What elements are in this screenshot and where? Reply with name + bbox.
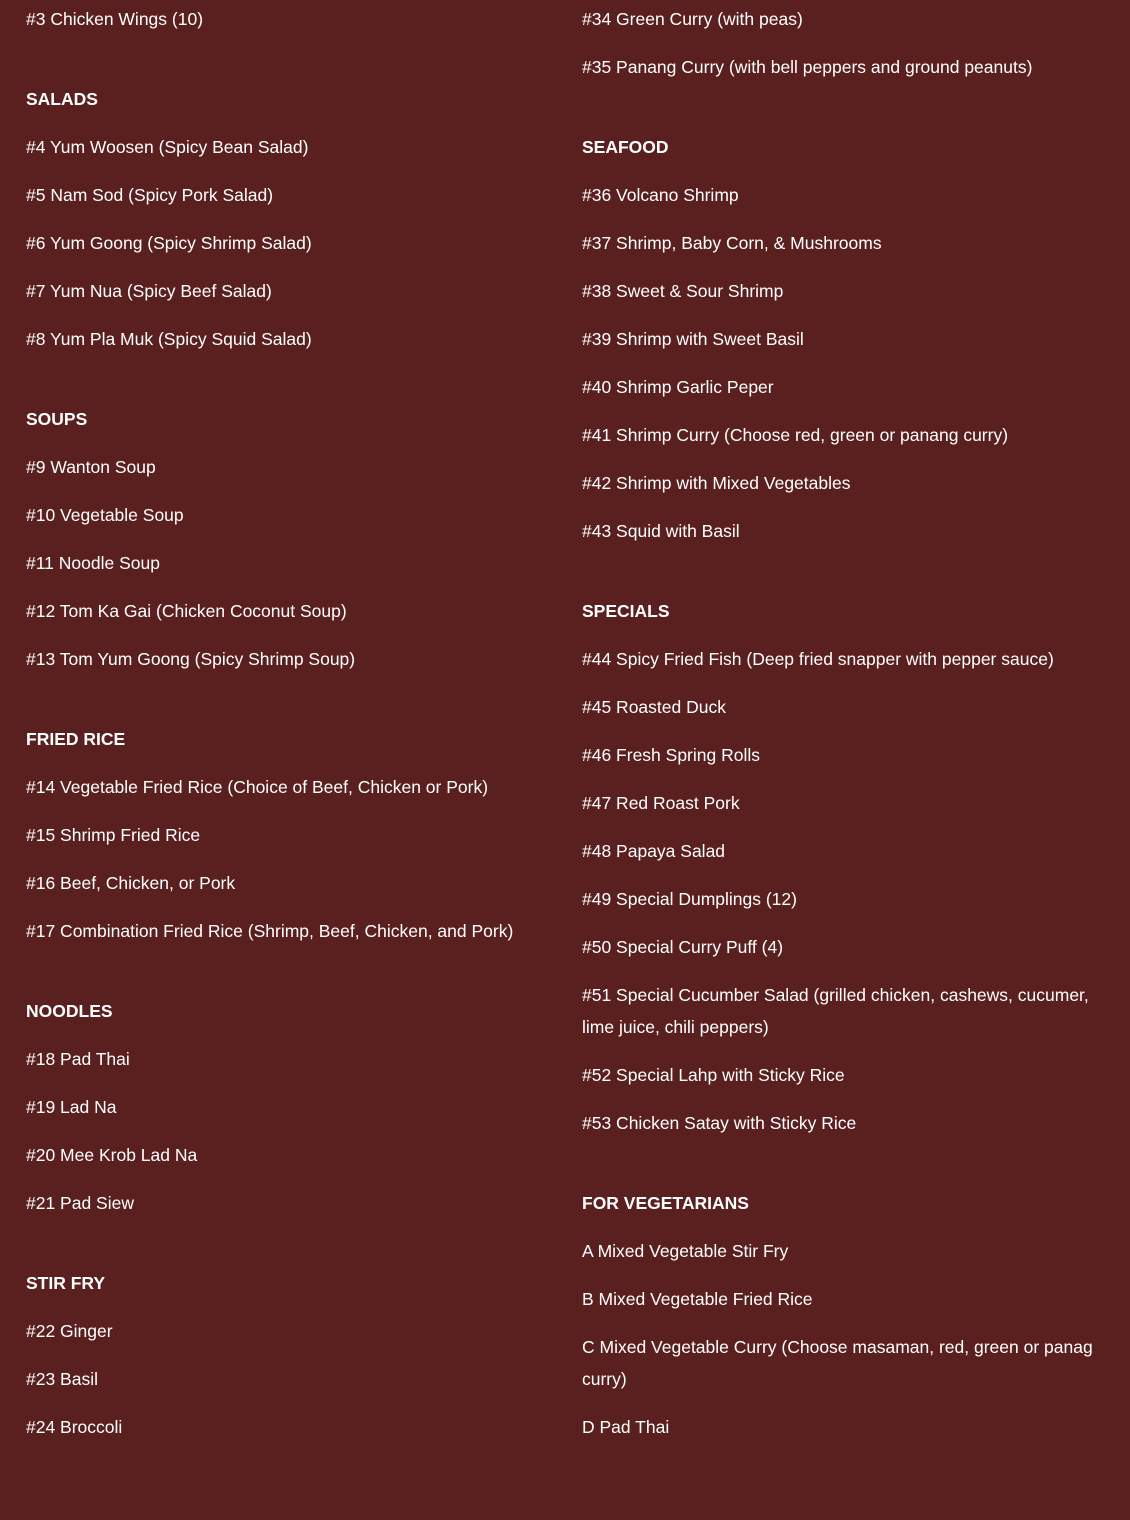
menu-item: #7 Yum Nua (Spicy Beef Salad) [26, 281, 272, 301]
menu-section-appetizers-continued [26, 3, 556, 35]
section-heading-specials: SPECIALS [582, 601, 670, 621]
menu-item: #21 Pad Siew [26, 1193, 134, 1213]
menu-item: #10 Vegetable Soup [26, 505, 184, 525]
menu-item: #45 Roasted Duck [582, 697, 726, 717]
section-heading-salads: SALADS [26, 89, 98, 109]
menu-item: #39 Shrimp with Sweet Basil [582, 329, 804, 349]
menu-item: #44 Spicy Fried Fish (Deep fried snapper with pepper sauce) [582, 649, 1054, 669]
menu-item: #11 Noodle Soup [26, 553, 160, 573]
menu-item: #13 Tom Yum Goong (Spicy Shrimp Soup) [26, 649, 356, 669]
menu-item: #22 Ginger [26, 1321, 113, 1341]
menu-item: #53 Chicken Satay with Sticky Rice [582, 1113, 857, 1133]
menu-item: #8 Yum Pla Muk (Spicy Squid Salad) [26, 329, 312, 349]
menu-item: B Mixed Vegetable Fried Rice [582, 1289, 813, 1309]
menu-section-specials [582, 595, 1102, 1139]
menu-item: #46 Fresh Spring Rolls [582, 745, 760, 765]
menu-section-stir-fry [26, 1267, 556, 1443]
menu-item: #19 Lad Na [26, 1097, 117, 1117]
menu-item: #52 Special Lahp with Sticky Rice [582, 1065, 845, 1085]
menu-item: A Mixed Vegetable Stir Fry [582, 1241, 789, 1261]
menu-item: #24 Broccoli [26, 1417, 123, 1437]
menu-item: #18 Pad Thai [26, 1049, 130, 1069]
menu-item: #3 Chicken Wings (10) [26, 9, 204, 29]
section-heading-fried-rice: FRIED RICE [26, 729, 126, 749]
menu-item: #23 Basil [26, 1369, 98, 1389]
menu-column-right [582, 3, 1102, 1491]
menu-item: #43 Squid with Basil [582, 521, 740, 541]
menu-item: #48 Papaya Salad [582, 841, 726, 861]
menu-item: #17 Combination Fried Rice (Shrimp, Beef, Chicken, and Pork) [26, 921, 514, 941]
menu-item: #34 Green Curry (with peas) [582, 9, 803, 29]
menu-item: #40 Shrimp Garlic Peper [582, 377, 774, 397]
menu-item: #20 Mee Krob Lad Na [26, 1145, 198, 1165]
menu-item: #15 Shrimp Fried Rice [26, 825, 201, 845]
menu-item: #16 Beef, Chicken, or Pork [26, 873, 236, 893]
menu-section-for-vegetarians [582, 1187, 1102, 1443]
menu-item: #14 Vegetable Fried Rice (Choice of Beef, Chicken or Pork) [26, 777, 489, 797]
menu-item: #12 Tom Ka Gai (Chicken Coconut Soup) [26, 601, 347, 621]
section-heading-soups: SOUPS [26, 409, 88, 429]
section-heading-for-vegetarians: FOR VEGETARIANS [582, 1193, 749, 1213]
menu-item: #9 Wanton Soup [26, 457, 156, 477]
menu-item: C Mixed Vegetable Curry (Choose masaman, red, green or panag curry) [582, 1337, 1093, 1389]
menu-item: #6 Yum Goong (Spicy Shrimp Salad) [26, 233, 312, 253]
menu-item: #47 Red Roast Pork [582, 793, 740, 813]
menu-section-fried-rice [26, 723, 556, 947]
section-heading-noodles: NOODLES [26, 1001, 113, 1021]
menu-section-soups [26, 403, 556, 675]
menu-item: #37 Shrimp, Baby Corn, & Mushrooms [582, 233, 882, 253]
menu-item: #50 Special Curry Puff (4) [582, 937, 784, 957]
menu-section-salads [26, 83, 556, 355]
menu-item: #38 Sweet & Sour Shrimp [582, 281, 784, 301]
menu-section-noodles [26, 995, 556, 1219]
menu-item: #49 Special Dumplings (12) [582, 889, 797, 909]
menu-item: #5 Nam Sod (Spicy Pork Salad) [26, 185, 274, 205]
menu-item: D Pad Thai [582, 1417, 670, 1437]
menu-section-curries-continued [582, 3, 1102, 83]
menu-column-left [26, 3, 556, 1491]
menu-item: #41 Shrimp Curry (Choose red, green or panang curry) [582, 425, 1009, 445]
menu-item: #42 Shrimp with Mixed Vegetables [582, 473, 851, 493]
section-heading-stir-fry: STIR FRY [26, 1273, 106, 1293]
menu-section-seafood [582, 131, 1102, 547]
menu-item: #51 Special Cucumber Salad (grilled chicken, cashews, cucumer, lime juice, chili peppers) [582, 985, 1089, 1037]
section-heading-seafood: SEAFOOD [582, 137, 669, 157]
menu-item: #4 Yum Woosen (Spicy Bean Salad) [26, 137, 309, 157]
menu-item: #36 Volcano Shrimp [582, 185, 739, 205]
menu-item: #35 Panang Curry (with bell peppers and ground peanuts) [582, 57, 1033, 77]
